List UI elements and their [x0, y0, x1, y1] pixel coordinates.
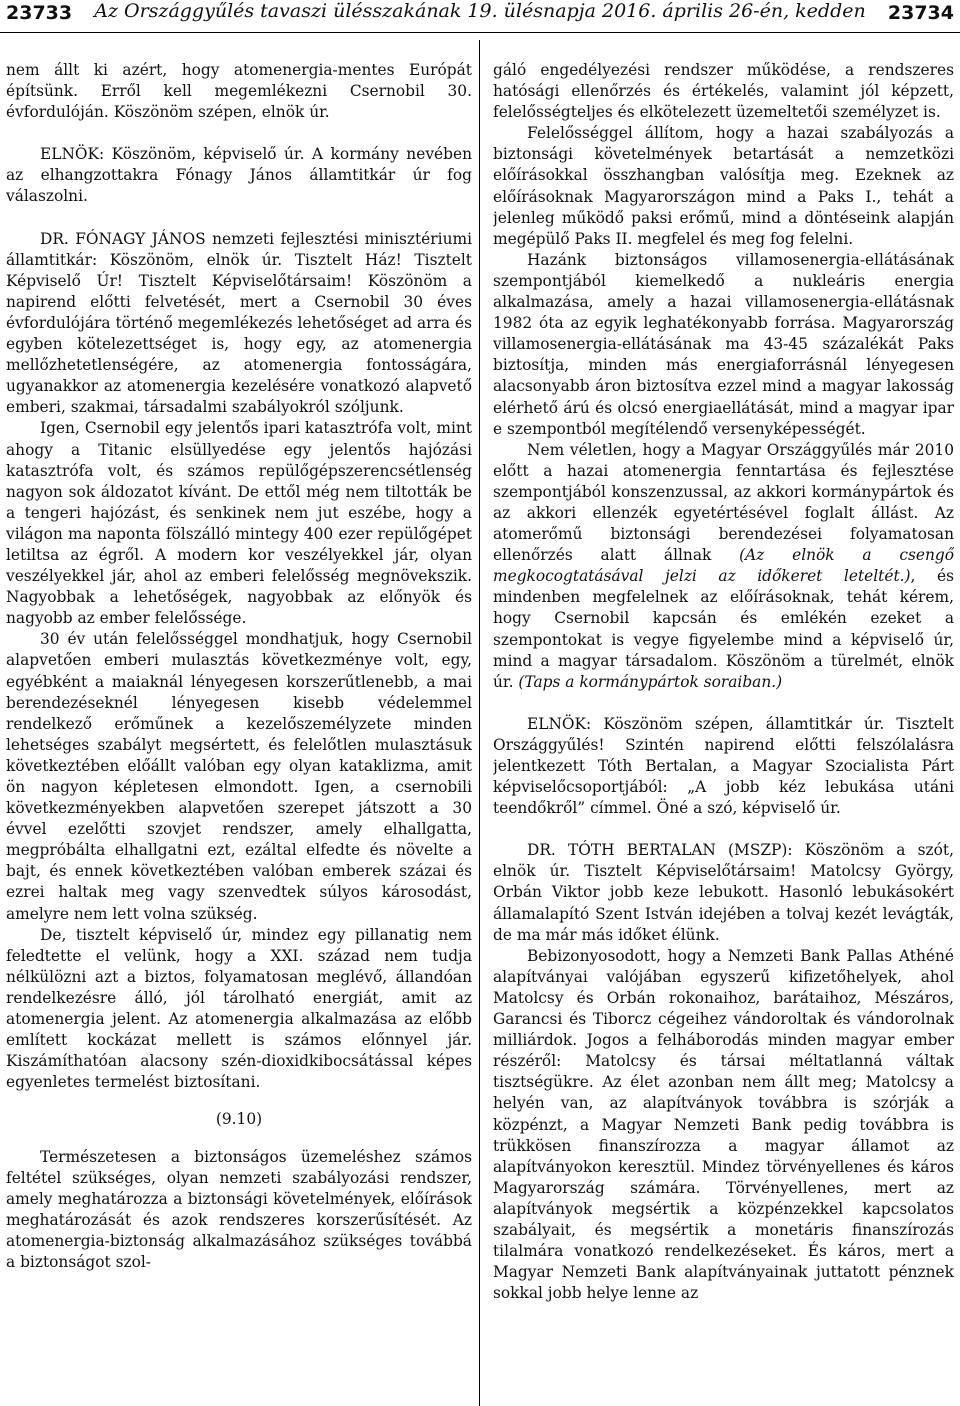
paragraph: 30 év után felelősséggel mondhatjuk, hogy Csernobil alapvetően emberi mulasztás következménye volt, egy, egyébként a maiaknál lényegesen korszerűtlenebb, a mai berendezéseknél lényegesen kisebb védelemmel rendelkező erőműnek a kezelőszemélyzete minden lehetséges szabályt megsértett, és felelőtlen mulasztásuk következtében előállt valóban egy olyan kataklizma, amit ön nagyon képletesen elmondott. Igen, a csernobili következményekben alapvetően szerepet játszott a 30 évvel ezelőtti szovjet rendszer, amely elhallgatta, megpróbálta elhallgatni ezt, ezáltal elfedte és növelte a bajt, és ennek következtében valóban emberek százai és ezrei haltak meg vagy szenvedtek súlyos károsodást, amelyre nem lett volna szükség. — [6, 630, 472, 923]
paragraph: nem állt ki azért, hogy atomenergia-mentes Európát építsünk. Erről kell megemlékezni Csernobil 30. évfordulóján. Köszönöm szépen, elnök úr. — [6, 61, 472, 122]
page-number-left: 23733 — [6, 2, 73, 24]
page-number-right: 23734 — [887, 2, 954, 24]
paragraph: Természetesen a biztonságos üzemeléshez számos feltétel szükséges, olyan nemzeti szabályozási rendszer, amely meghatározza a biztonsági követelmények, előírások meghatározását és azok rendszeres korszerűsítését. Az atomenergia-biztonság alkalmazásához szükséges továbbá a biztonságot szol- — [6, 1147, 472, 1271]
left-column — [6, 60, 472, 1406]
paragraph-text: Nem véletlen, hogy a Magyar Országgyűlés már 2010 előtt a hazai atomenergia fenntartása és fejlesztése szempontjából konszenzussal, az akkori kormánypártok és az akkori ellenzék egyetértésével foglalt állást. Az atomerőmű biztonsági berendezései folyamatosan ellenőrzés alatt állnak — [493, 440, 954, 565]
paragraph: gáló engedélyezési rendszer működése, a rendszeres hatósági ellenőrzés és értékelés, valamint jól képzett, felelősségteljes és elkötelezett üzemeltetői személyzet is. — [493, 61, 954, 122]
paragraph: Felelősséggel állítom, hogy a hazai szabályozás a biztonsági követelmények betartását a nemzetközi előírásokkal összhangban valósítja meg. Ezeknek az előírásoknak Magyarországon mind a Paks I., tehát a jelenleg működő paksi erőmű, mind a döntéseink alapján megépülő Paks II. megfelel és meg fog felelni. — [493, 124, 954, 248]
paragraph: ELNÖK: Köszönöm, képviselő úr. A kormány nevében az elhangzottakra Fónagy János államtitkár úr fog válaszolni. — [6, 145, 472, 206]
paragraph: DR. FÓNAGY JÁNOS nemzeti fejlesztési minisztériumi államtitkár: Köszönöm, elnök úr. Tisztelt Ház! Tisztelt Képviselő Úr! Tisztelt Képviselőtársaim! Köszönöm a napirend előtti felvetését, mert a Csernobil 30 éves évfordulójára történő megemlékezés lehetőséget ad arra és egyben kötelezettséget is, hogy egy, az atomenergia mellőzhetetlenségére, az atomenergia fontosságára, ugyanakkor az atomenergia kezelésére vonatkozó alapvető emberi, szakmai, társadalmi szabályokról szóljunk. — [6, 229, 472, 417]
paragraph — [493, 440, 954, 693]
chair-remark: (Az elnök a csengő megkocogtatásával jelzi az időkeret leteltét.) — [493, 546, 954, 586]
paragraph: Bebizonyosodott, hogy a Nemzeti Bank Pallas Athéné alapítványai valójában egyszerű kifizetőhelyek, ahol Matolcsy és Orbán rokonaihoz, barátaihoz, Mészáros, Garancsi és Tiborcz cégeihez vándoroltak és vándorolnak milliárdok. Jogos a felháborodás minden magyar ember részéről: Matolcsy és társai méltatlanná váltak tisztségükre. Az élet azonban nem állt meg; Matolcsy a helyén van, az alapítványok továbbra is szórják a közpénzt, a Magyar Nemzeti Bank pedig továbbra is trükkösen finanszírozza a magyar államot az alapítványokon keresztül. Mindez törvényellenes és káros Magyarország számára. Törvényellenes, mert az alapítványok megsértik a közpénzekkel kapcsolatos szabályait, és megsértik a monetáris finanszírozás tilalmára vonatkozó rendelkezéseket. És káros, mert a Magyar Nemzeti Bank alapítványainak juttatott pénznek sokkal jobb helye lenne az — [493, 946, 954, 1303]
applause-remark: (Taps a kormánypártok soraiban.) — [518, 672, 783, 691]
right-column — [493, 60, 954, 1406]
header-rule — [0, 32, 960, 33]
paragraph: Hazánk biztonságos villamosenergia-ellátásának szempontjából kiemelkedő a nukleáris energia alkalmazása, amely a hazai villamosenergia-ellátásnak 1982 óta az egyik leghatékonyabb forrása. Magyarország villamosenergia-ellátásának ma 43-45 százalékát Paks biztosítja, minden más energiaforrásnál lényegesen alacsonyabb áron biztosítva ezzel mind a magyar lakosság elérhető árú és olcsó energiaellátását, mind a magyar ipar e szempontból megítélendő versenyképességét. — [493, 250, 954, 438]
time-stamp: (9.10) — [215, 1110, 263, 1129]
column-divider — [479, 40, 480, 1406]
paragraph: De, tisztelt képviselő úr, mindez egy pillanatig nem feledtette el velünk, hogy a XXI. század nem tudja nélkülözni azt a biztos, folyamatosan meglévő, állandóan rendelkezésre álló, jól tárolható energiát, amit az atomenergia jelent. Az atomenergia alkalmazása az előbb említett kockázat mellett is számos előnnyel jár. Kiszámíthatóan alacsony szén-dioxidkibocsátással képes egyenletes termelést biztosítani. — [6, 925, 472, 1092]
paragraph: ELNÖK: Köszönöm szépen, államtitkár úr. Tisztelt Országgyűlés! Szintén napirend előtti felszólalásra jelentkezett Tóth Bertalan, a Magyar Szocialista Párt képviselőcsoportjából: „A jobb kéz lebukása utáni teendőkről” címmel. Öné a szó, képviselő úr. — [493, 714, 954, 818]
paragraph: Igen, Csernobil egy jelentős ipari katasztrófa volt, mint ahogy a Titanic elsüllyedése egy jelentős hajózási katasztrófa volt, és számos repülőgépszerencsétlenség nagyon sok áldozatot kívánt. De ettől még nem tiltották be a tengeri hajózást, és senkinek nem jut eszébe, hogy a világon ma naponta fölszálló mintegy 400 ezer repülőgépet letiltsa az égről. A modern kor veszélyekkel jár, olyan veszélyekkel jár, ahol az emberi felelősség megnövekszik. Nagyobbak a lehetőségek, nagyobbak az előnyök és nagyobb az ember felelőssége. — [6, 419, 472, 628]
paragraph: DR. TÓTH BERTALAN (MSZP): Köszönöm a szót, elnök úr. Tisztelt Képviselőtársaim! Matolcsy György, Orbán Viktor jobb keze lebukott. Hasonló lebukásokért államalapító Szent István idejében a tolvaj kezét levágták, de ma már más időket élünk. — [493, 841, 954, 944]
paragraph-text: , és mindenben megfelelnek az előírásoknak, tehát kérem, hogy Csernobil kapcsán és emlékén ezeket a szempontokat is vegye figyelembe mind a képviselő úr, mind a magyar társadalom. Köszönöm a türelmét, elnök úr. — [493, 567, 954, 691]
running-title: Az Országgyűlés tavaszi ülésszakának 19. ülésnapja 2016. április 26-én, kedden — [94, 0, 866, 22]
page-header — [0, 0, 960, 34]
